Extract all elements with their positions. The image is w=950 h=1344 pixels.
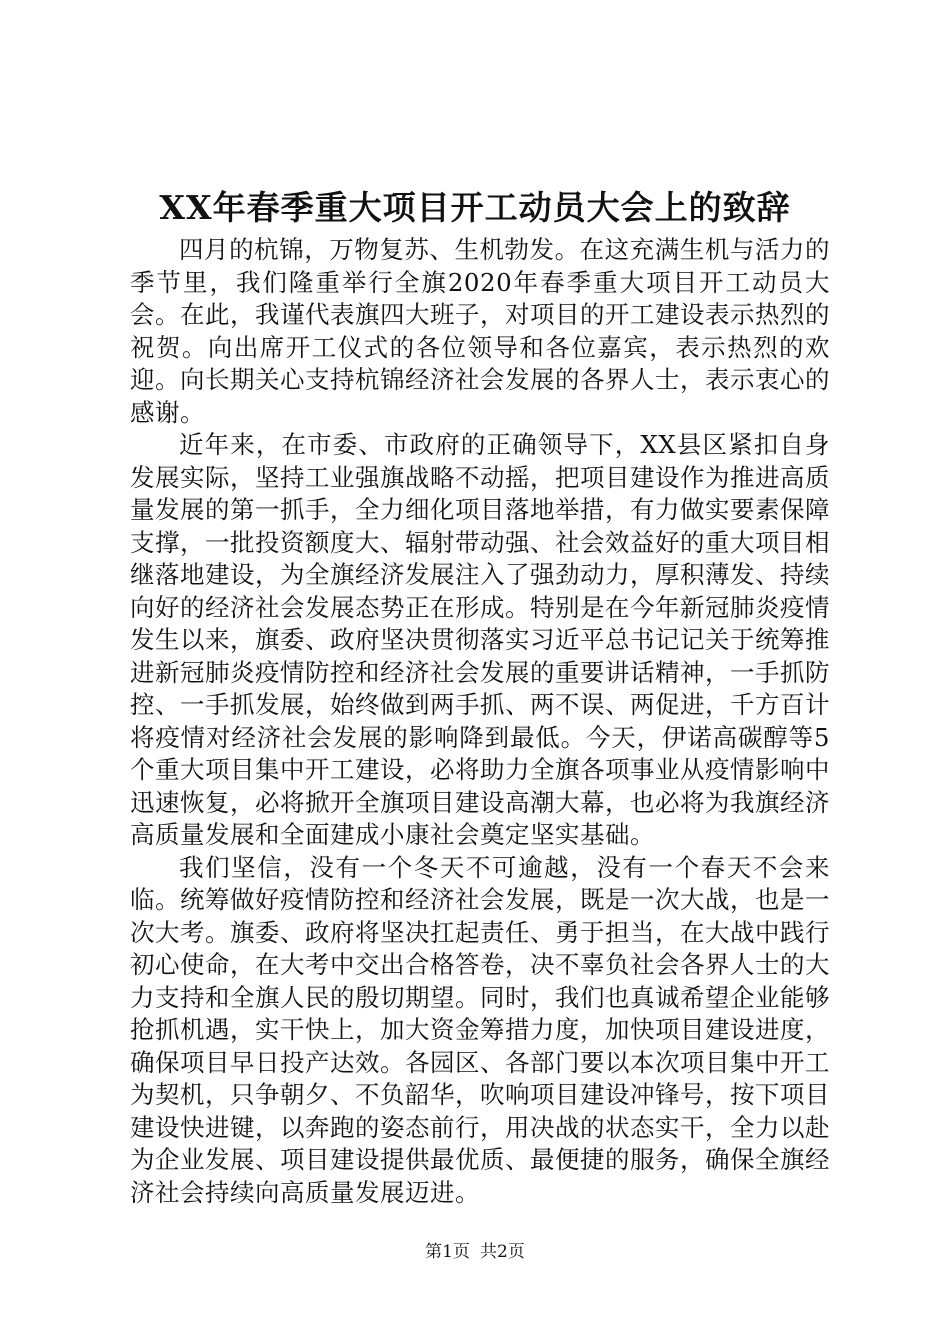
page-number: 第1页: [425, 1242, 470, 1262]
paragraph-2: 近年来，在市委、市政府的正确领导下，XX县区紧扣自身发展实际，坚持工业强旗战略不动摇，把项目建设作为推进高质量发展的第一抓手，全力细化项目落地举措，有力做实要素保障支撑，一批投资额度大、辐射带动强、社会效益好的重大项目相继落地建设，为全旗经济发展注入了强劲动力，厚积薄发、持续向好的经济社会发展态势正在形成。特别是在今年新冠肺炎疫情发生以来，旗委、政府坚决贯彻落实习近平总书记记关于统筹推进新冠肺炎疫情防控和经济社会发展的重要讲话精神，一手抓防控、一手抓发展，始终做到两手抓、两不误、两促进，千方百计将疫情对经济社会发展的影响降到最低。今天，伊诺高碳醇等5个重大项目集中开工建设，必将助力全旗各项事业从疫情影响中迅速恢复，必将掀开全旗项目建设高潮大幕，也必将为我旗经济高质量发展和全面建成小康社会奠定坚实基础。: [130, 430, 830, 849]
page-total: 共2页: [480, 1242, 525, 1262]
document-body: [130, 234, 830, 1209]
paragraph-3: 我们坚信，没有一个冬天不可逾越，没有一个春天不会来临。统筹做好疫情防控和经济社会发展，既是一次大战，也是一次大考。旗委、政府将坚决扛起责任、勇于担当，在大战中践行初心使命，在大考中交出合格答卷，决不辜负社会各界人士的大力支持和全旗人民的殷切期望。同时，我们也真诚希望企业能够抢抓机遇，实干快上，加大资金筹措力度，加快项目建设进度，确保项目早日投产达效。各园区、各部门要以本次项目集中开工为契机，只争朝夕、不负韶华，吹响项目建设冲锋号，按下项目建设快进键，以奔跑的姿态前行，用决战的状态实干，全力以赴为企业发展、项目建设提供最优质、最便捷的服务，确保全旗经济社会持续向高质量发展迈进。: [130, 852, 830, 1207]
paragraph-1: 四月的杭锦，万物复苏、生机勃发。在这充满生机与活力的季节里，我们隆重举行全旗2020年春季重大项目开工动员大会。在此，我谨代表旗四大班子，对项目的开工建设表示热烈的祝贺。向出席开工仪式的各位领导和各位嘉宾，表示热烈的欢迎。向长期关心支持杭锦经济社会发展的各界人士，表示衷心的感谢。: [130, 235, 830, 427]
page-footer: [0, 1241, 950, 1263]
document-title: XX年春季重大项目开工动员大会上的致辞: [159, 188, 791, 227]
